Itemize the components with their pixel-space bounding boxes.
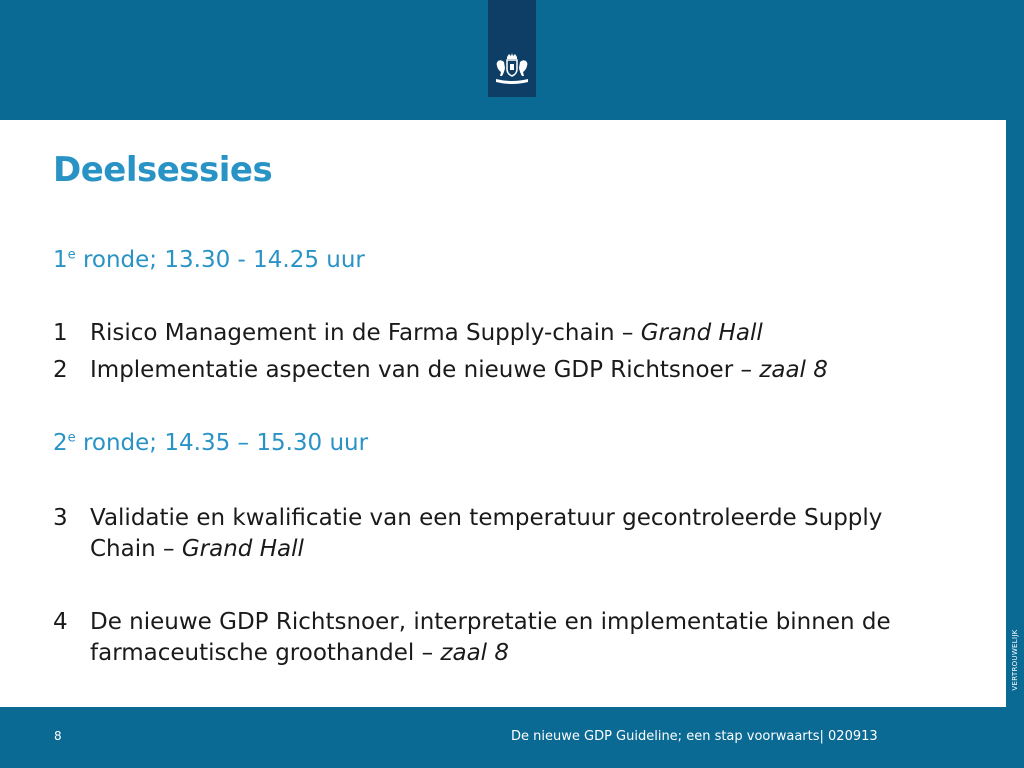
- session-title: Implementatie aspecten van de nieuwe GDP Richtsnoer –: [90, 357, 760, 383]
- session-item-2: [53, 355, 953, 386]
- session-room: Grand Hall: [640, 320, 763, 346]
- coat-of-arms-icon: [492, 52, 532, 88]
- session-room: zaal 8: [440, 640, 510, 666]
- round-1-heading: 1e ronde; 13.30 - 14.25 uur: [53, 247, 365, 273]
- session-title: Risico Management in de Farma Supply-chain –: [90, 320, 641, 346]
- footer-text: De nieuwe GDP Guideline; een stap voorwaarts| 020913: [511, 729, 878, 744]
- page-number: 8: [54, 729, 62, 743]
- slide-title: Deelsessies: [53, 150, 273, 190]
- logo: [488, 0, 536, 97]
- round-2-heading: 2e ronde; 14.35 – 15.30 uur: [53, 430, 369, 456]
- session-number: 3: [53, 505, 68, 531]
- classification-label: VERTROUWELIJK: [1011, 629, 1019, 691]
- session-number: 4: [53, 609, 68, 635]
- session-item-4: [53, 607, 953, 669]
- session-room: zaal 8: [759, 357, 828, 383]
- session-title: Validatie en kwalificatie van een temperatuur gecontroleerde Supply Chain –: [90, 505, 883, 562]
- session-number: 2: [53, 357, 68, 383]
- session-item-3: [53, 503, 953, 565]
- session-room: Grand Hall: [181, 536, 304, 562]
- session-item-1: [53, 318, 953, 349]
- session-title: De nieuwe GDP Richtsnoer, interpretatie en implementatie binnen de farmaceutische groothandel –: [90, 609, 891, 666]
- session-number: 1: [53, 320, 68, 346]
